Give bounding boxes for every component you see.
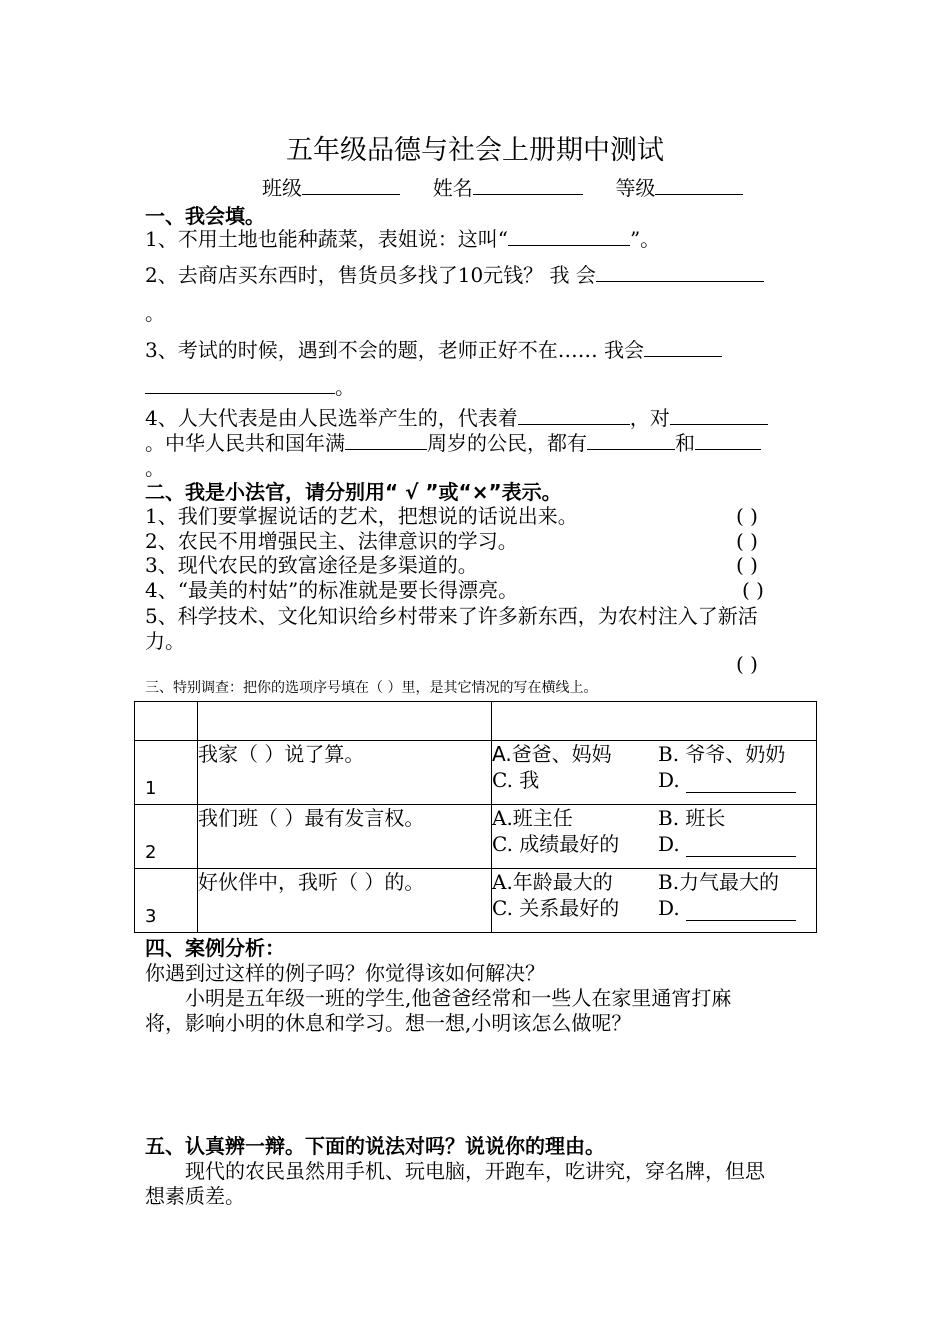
question-cell bbox=[198, 869, 492, 933]
s1-q3 bbox=[145, 337, 722, 363]
table-header-row bbox=[135, 702, 817, 741]
s2-item-5: 5、科学技术、文化知识给乡村带来了许多新东西，为农村注入了新活 bbox=[145, 604, 758, 628]
row-number-cell bbox=[135, 741, 198, 805]
question-text: 我家（ ）说了算。 bbox=[198, 742, 365, 766]
s1-q4-text-e: 和 bbox=[675, 431, 695, 455]
row-number: 1 bbox=[145, 778, 157, 799]
s1-q2-end: 。 bbox=[145, 301, 165, 325]
s1-q3-text: 3、考试的时候，遇到不会的题，老师正好不在…… 我会 bbox=[145, 338, 645, 362]
s1-q4-blank-c[interactable] bbox=[345, 431, 427, 450]
row-number: 2 bbox=[145, 842, 157, 863]
grade-label: 等级 bbox=[615, 176, 656, 200]
options-cell bbox=[492, 741, 817, 805]
s5-paragraph-line2: 想素质差。 bbox=[145, 1184, 245, 1208]
s1-q3-blank2[interactable] bbox=[145, 375, 335, 394]
grade-blank[interactable] bbox=[655, 176, 743, 195]
class-blank[interactable] bbox=[302, 176, 400, 195]
section2-heading: 二、我是小法官，请分别用“ √ ”或“×”表示。 bbox=[145, 480, 562, 504]
s2-answer-2[interactable]: ( ) bbox=[736, 529, 758, 553]
s1-q4-text-b: ，对 bbox=[629, 406, 670, 430]
option-b[interactable]: B.力气最大的 bbox=[658, 870, 780, 894]
table-cell bbox=[198, 702, 492, 741]
option-c[interactable]: C. 我 bbox=[492, 768, 540, 792]
s2-item-1: 1、我们要掌握说话的艺术，把想说的话说出来。 bbox=[145, 504, 578, 528]
s1-q4-text-d: 周岁的公民，都有 bbox=[427, 431, 587, 455]
s1-q4-end: 。 bbox=[145, 456, 165, 480]
question-cell bbox=[198, 805, 492, 869]
name-label: 姓名 bbox=[432, 176, 473, 200]
name-blank[interactable] bbox=[473, 176, 583, 195]
s4-question: 你遇到过这样的例子吗？你觉得该如何解决？ bbox=[145, 961, 545, 985]
section1-heading: 一、我会填。 bbox=[145, 204, 265, 228]
option-d-blank[interactable] bbox=[686, 900, 796, 921]
s1-q1 bbox=[145, 226, 660, 252]
s1-q3-end: 。 bbox=[335, 375, 355, 399]
options-cell bbox=[492, 869, 817, 933]
s1-q4-blank-e[interactable] bbox=[695, 431, 761, 450]
s1-q4-blank-b[interactable] bbox=[670, 406, 768, 425]
table-row bbox=[135, 805, 817, 869]
class-label: 班级 bbox=[262, 176, 302, 200]
option-d-blank[interactable] bbox=[686, 836, 796, 857]
s1-q1-blank[interactable] bbox=[508, 227, 630, 246]
header-fields bbox=[262, 175, 743, 201]
survey-table bbox=[134, 701, 817, 933]
option-b[interactable]: B. 爷爷、奶奶 bbox=[658, 742, 786, 766]
s1-q4-blank-a[interactable] bbox=[518, 406, 630, 425]
s1-q3-blank[interactable] bbox=[644, 338, 722, 357]
s1-q1-text: 1、不用土地也能种蔬菜，表姐说：这叫“ bbox=[145, 227, 508, 251]
table-row bbox=[135, 869, 817, 933]
options-cell bbox=[492, 805, 817, 869]
table-row bbox=[135, 741, 817, 805]
table-cell bbox=[135, 702, 198, 741]
s1-q1-end: ”。 bbox=[629, 227, 661, 251]
s1-q4-line1 bbox=[145, 405, 768, 431]
s1-q2-blank[interactable] bbox=[596, 263, 764, 282]
option-d[interactable]: D. bbox=[658, 767, 796, 793]
option-d[interactable]: D. bbox=[658, 831, 796, 857]
s2-item-2: 2、农民不用增强民主、法律意识的学习。 bbox=[145, 529, 518, 553]
s1-q3-line2 bbox=[145, 374, 355, 400]
s1-q4-text-a: 4、人大代表是由人民选举产生的，代表着 bbox=[145, 406, 518, 430]
s1-q2-text: 2、去商店买东西时，售货员多找了10元钱？ 我 会 bbox=[145, 263, 596, 287]
row-number-cell bbox=[135, 805, 198, 869]
section4-heading: 四、案例分析： bbox=[145, 936, 285, 960]
page-title: 五年级品德与社会上册期中测试 bbox=[286, 135, 664, 166]
s2-answer-1[interactable]: ( ) bbox=[736, 504, 758, 528]
option-c[interactable]: C. 成绩最好的 bbox=[492, 832, 620, 856]
section3-heading: 三、特别调查：把你的选项序号填在（ ）里，是其它情况的写在横线上。 bbox=[145, 680, 598, 696]
option-d[interactable]: D. bbox=[658, 895, 796, 921]
s2-answer-4[interactable]: ( ) bbox=[742, 578, 764, 602]
s4-paragraph-line2: 将，影响小明的休息和学习。想一想,小明该怎么做呢？ bbox=[145, 1011, 632, 1035]
option-a[interactable]: A.年龄最大的 bbox=[492, 870, 613, 894]
question-text: 好伙伴中，我听（ ）的。 bbox=[198, 870, 425, 894]
option-c[interactable]: C. 关系最好的 bbox=[492, 896, 620, 920]
s4-paragraph-line1: 小明是五年级一班的学生,他爸爸经常和一些人在家里通宵打麻 bbox=[185, 986, 732, 1010]
s1-q4-blank-d[interactable] bbox=[587, 431, 675, 450]
question-text: 我们班（ ）最有发言权。 bbox=[198, 806, 425, 830]
s2-item-5-cont: 力。 bbox=[145, 629, 185, 653]
row-number: 3 bbox=[145, 906, 157, 927]
s5-paragraph-line1: 现代的农民虽然用手机、玩电脑，开跑车，吃讲究，穿名牌，但思 bbox=[185, 1159, 765, 1183]
option-a[interactable]: A.班主任 bbox=[492, 806, 573, 830]
s2-item-4: 4、“最美的村姑”的标准就是要长得漂亮。 bbox=[145, 578, 519, 602]
option-b[interactable]: B. 班长 bbox=[658, 806, 726, 830]
option-d-blank[interactable] bbox=[686, 772, 796, 793]
s2-answer-3[interactable]: ( ) bbox=[736, 553, 758, 577]
option-a[interactable]: A.爸爸、妈妈 bbox=[492, 742, 612, 766]
table-cell bbox=[492, 702, 817, 741]
s1-q4-text-c: 。中华人民共和国年满 bbox=[145, 431, 345, 455]
s1-q4-line2 bbox=[145, 430, 761, 456]
row-number-cell bbox=[135, 869, 198, 933]
s2-answer-5[interactable]: ( ) bbox=[736, 652, 758, 676]
s1-q2 bbox=[145, 262, 764, 288]
question-cell bbox=[198, 741, 492, 805]
section5-heading: 五、认真辨一辩。下面的说法对吗？说说你的理由。 bbox=[145, 1134, 605, 1158]
s2-item-3: 3、现代农民的致富途径是多渠道的。 bbox=[145, 553, 478, 577]
